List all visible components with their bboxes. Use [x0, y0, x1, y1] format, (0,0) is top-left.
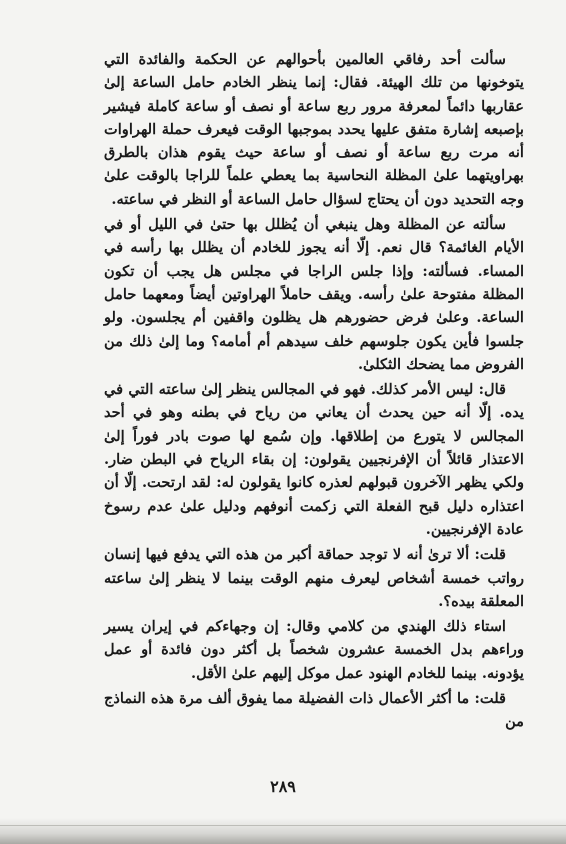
page-bottom-shadow [0, 818, 566, 844]
paragraph-2: سألته عن المظلة وهل ينبغي أن يُظلل بها حتىٰ في الليل أو في الأيام الغائمة؟ قال نعم. إلّا أنه يجوز للخادم أن يظلل بها رأسه في المساء. فسألته: وإذا جلس الراجا في مجلس هل يجب أن تكون المظلة مفتوحة علىٰ رأسه. ويقف حاملاً الهراوتين أيضاً ومعهما حامل الساعة. وعلىٰ فرض حضورهم هل يظلون واقفين أم يجلسون. ولو جلسوا فأين يكون جلوسهم خلف سيدهم أم أمامه؟ وما إلىٰ ذلك من الفروض مما يضحك الثكلىٰ. [104, 216, 524, 373]
paragraph-3: قال: ليس الأمر كذلك. فهو في المجالس ينظر إلىٰ ساعته التي في يده. إلّا أنه حين يحدث أن يعاني من رياح في بطنه وهو في أحد المجالس لا يتورع من إطلاقها. وإن سُمع لها صوت بادر فوراً إلىٰ الاعتذار قائلاً أن الإفرنجيين يقولون: إن بقاء الرياح في البطن ضار. ولكي يظهر الآخرون قبولهم لعذره كانوا يقولون له: لقد ارتحت. إلّا أن اعتذاره دليل قبح الفعلة التي زكمت أنوفهم ودليل علىٰ عدم رسوخ عادة الإفرنجيين. [104, 381, 524, 538]
body-text [104, 48, 524, 734]
paragraph-4: قلت: ألا ترىٰ أنه لا توجد حماقة أكبر من هذه التي يدفع فيها إنسان رواتب خمسة أشخاص ليعرف منهم الوقت بينما لا ينظر إلىٰ ساعته المعلقة بيده؟. [104, 546, 524, 610]
page-number: ٢٨٩ [270, 777, 296, 796]
paragraph-6: قلت: ما أكثر الأعمال ذات الفضيلة مما يفوق ألف مرة هذه النماذج من [104, 690, 524, 731]
paragraph-5: استاء ذلك الهندي من كلامي وقال: إن وجهاءكم في إيران يسير وراءهم بدل الخمسة عشرون شخصاً بل أكثر دون فائدة أو عمل يؤدونه. بينما للخادم الهنود عمل موكل إليهم علىٰ الأقل. [104, 618, 524, 682]
paragraph-1: سألت أحد رفاقي العالمين بأحوالهم عن الحكمة والفائدة التي يتوخونها من تلك الهيئة. فقال: إنما ينظر الخادم حامل الساعة إلىٰ عقاربها دائماً لمعرفة مرور ربع ساعة أو نصف أو ساعة كاملة فيشير بإصبعه إشارة متفق عليها يحدد بموجبها الوقت فيعرف حملة الهراوات أنه مرت ربع ساعة أو نصف أو ساعة حيث يقوم هذان بالطرق بهراويتهما علىٰ المظلة النحاسية بما يعطي علماً للراجا بالوقت علىٰ وجه التحديد دون أن يحتاج لسؤال حامل الساعة أو النظر في ساعته. [104, 51, 524, 208]
